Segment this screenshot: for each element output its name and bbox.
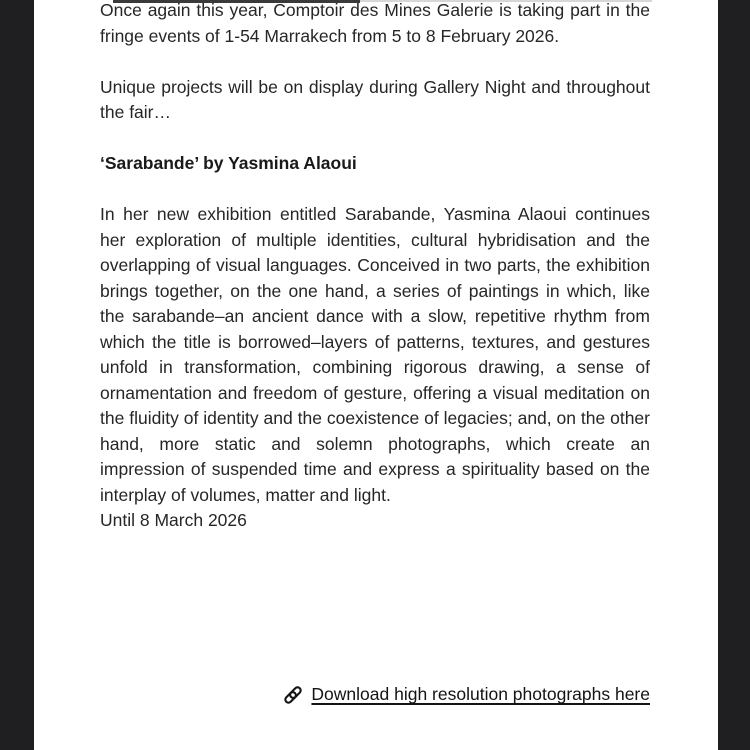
intro-paragraph: Once again this year, Comptoir des Mines Galerie is taking part in the fringe events of 1-54 Marrakech from 5 to 8 February 2026. bbox=[100, 0, 650, 46]
exhibition-paragraph: In her new exhibition entitled Sarabande, Yasmina Alaoui continues her exploration of multiple identities, cultural hybridisation and the overlapping of visual languages. Conceived in two parts, the exhibition brings together, on the one hand, a series of paintings in which, like the sarabande–an ancient dance with a slow, repetitive rhythm from which the title is borrowed–layers of patterns, textures, and gestures unfold in transformation, combining rigorous drawing, a sense of ornamentation and freedom of gesture, offering a visual meditation on the fluidity of identity and the coexistence of legacies; and, on the other hand, more static and solemn photographs, which create an impression of suspended time and express a spirituality based on the interplay of volumes, matter and light. bbox=[100, 204, 650, 505]
article-body bbox=[100, 0, 650, 534]
exhibition-heading: ‘Sarabande’ by Yasmina Alaoui bbox=[100, 153, 357, 173]
announcement-paragraph: Unique projects will be on display during Gallery Night and throughout the fair… bbox=[100, 76, 650, 122]
closing-date: Until 8 March 2026 bbox=[100, 510, 247, 530]
download-link-row bbox=[100, 682, 650, 708]
right-frame-bar bbox=[718, 0, 750, 750]
download-photos-link[interactable]: Download high resolution photographs here bbox=[311, 684, 650, 705]
left-frame-bar bbox=[0, 0, 34, 750]
link-icon[interactable] bbox=[282, 684, 304, 706]
